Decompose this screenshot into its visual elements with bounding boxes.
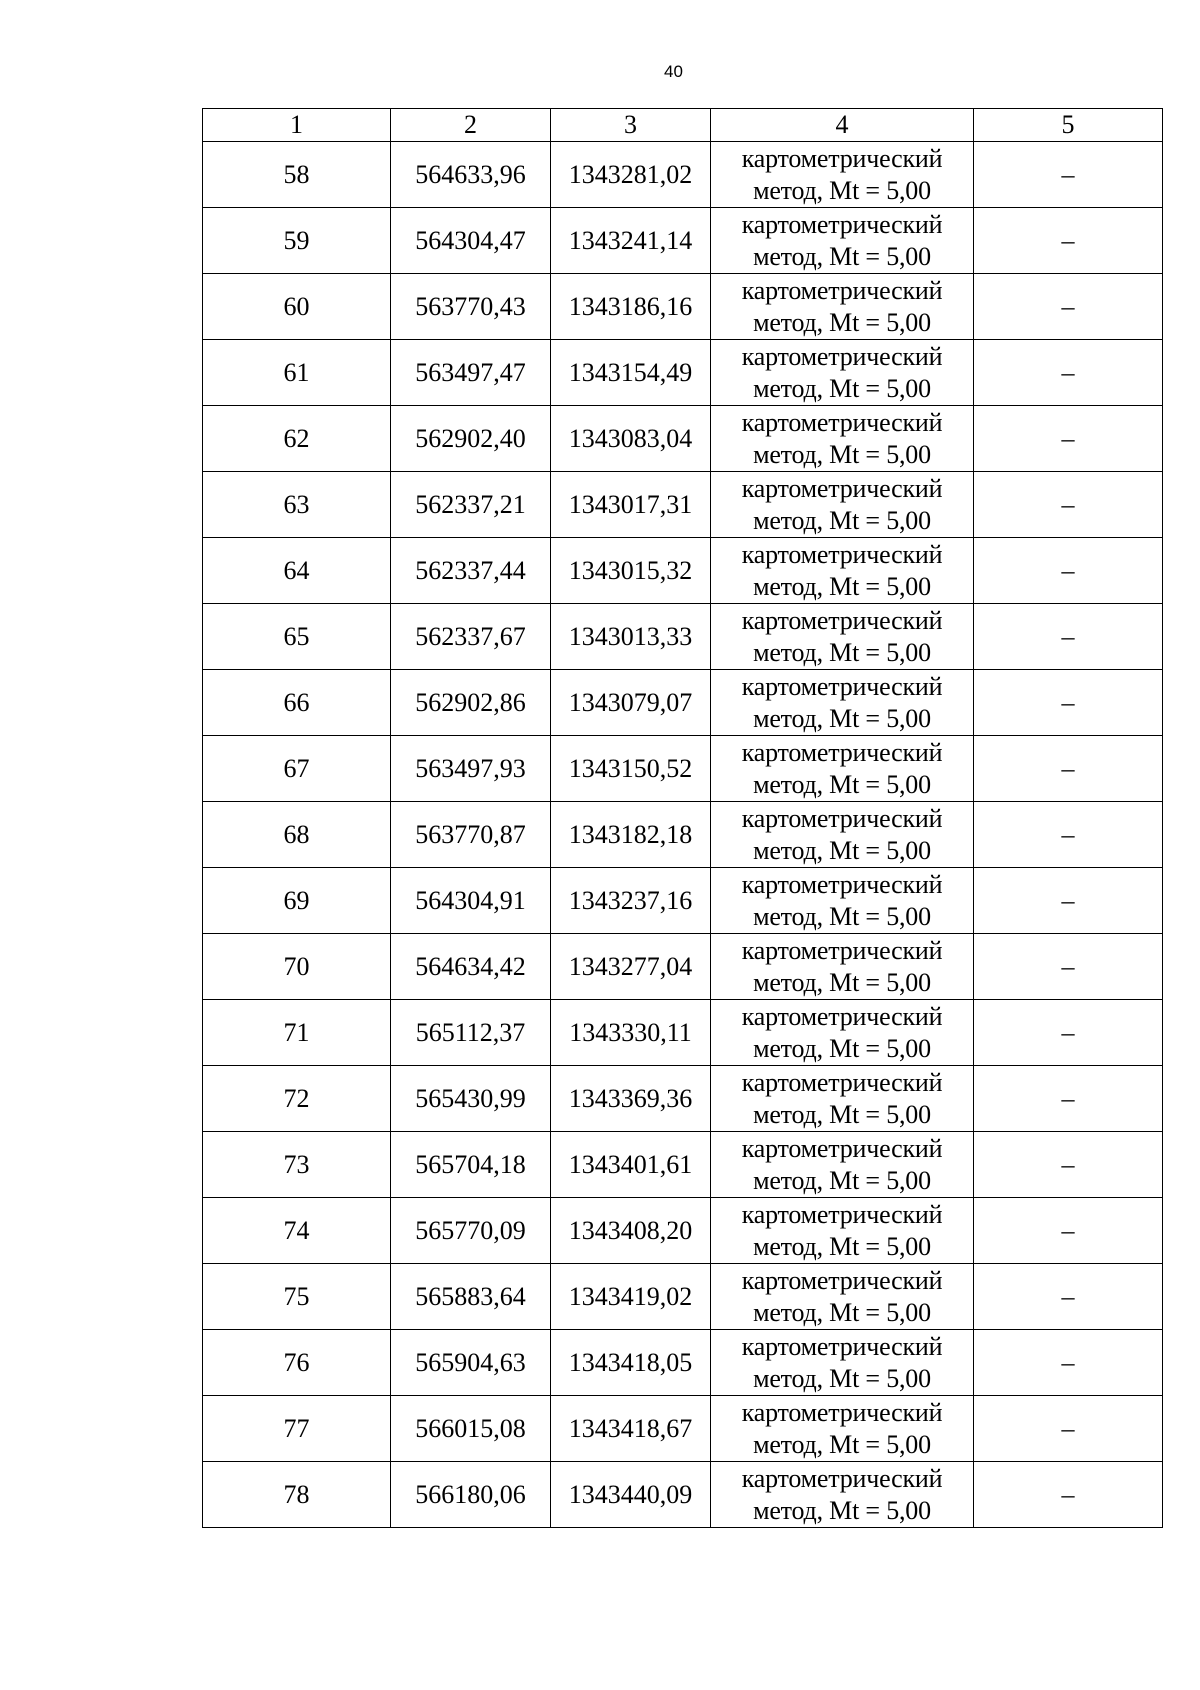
method-line-1: картометрический xyxy=(741,605,943,635)
x-coordinate-cell: 562337,21 xyxy=(391,472,551,538)
column-header-3: 3 xyxy=(551,109,711,142)
y-coordinate-cell: 1343017,31 xyxy=(551,472,711,538)
method-line-1: картометрический xyxy=(741,143,943,173)
table-row xyxy=(203,472,1163,538)
method-cell xyxy=(711,1066,974,1132)
method-line-2: метод, Mt = 5,00 xyxy=(753,1495,931,1525)
point-number-cell: 64 xyxy=(203,538,391,604)
method-cell xyxy=(711,802,974,868)
method-line-1: картометрический xyxy=(741,1067,943,1097)
x-coordinate-cell: 566015,08 xyxy=(391,1396,551,1462)
method-line-2: метод, Mt = 5,00 xyxy=(753,967,931,997)
x-coordinate-cell: 564304,91 xyxy=(391,868,551,934)
method-line-2: метод, Mt = 5,00 xyxy=(753,1363,931,1393)
table-row xyxy=(203,1264,1163,1330)
table-header-row xyxy=(203,109,1163,142)
method-line-2: метод, Mt = 5,00 xyxy=(753,307,931,337)
y-coordinate-cell: 1343083,04 xyxy=(551,406,711,472)
table-row xyxy=(203,1330,1163,1396)
method-line-1: картометрический xyxy=(741,869,943,899)
method-cell xyxy=(711,604,974,670)
method-line-1: картометрический xyxy=(741,671,943,701)
method-line-1: картометрический xyxy=(741,275,943,305)
table-row xyxy=(203,934,1163,1000)
method-cell xyxy=(711,670,974,736)
method-line-1: картометрический xyxy=(741,209,943,239)
y-coordinate-cell: 1343418,67 xyxy=(551,1396,711,1462)
column-5-cell: – xyxy=(974,1462,1163,1528)
point-number-cell: 78 xyxy=(203,1462,391,1528)
column-header-4: 4 xyxy=(711,109,974,142)
coordinates-table xyxy=(202,108,1163,1528)
method-line-2: метод, Mt = 5,00 xyxy=(753,241,931,271)
y-coordinate-cell: 1343237,16 xyxy=(551,868,711,934)
point-number-cell: 60 xyxy=(203,274,391,340)
method-line-2: метод, Mt = 5,00 xyxy=(753,175,931,205)
table-row xyxy=(203,868,1163,934)
x-coordinate-cell: 563770,43 xyxy=(391,274,551,340)
x-coordinate-cell: 565704,18 xyxy=(391,1132,551,1198)
table-row xyxy=(203,406,1163,472)
column-5-cell: – xyxy=(974,538,1163,604)
column-5-cell: – xyxy=(974,208,1163,274)
column-header-1: 1 xyxy=(203,109,391,142)
point-number-cell: 67 xyxy=(203,736,391,802)
column-5-cell: – xyxy=(974,736,1163,802)
method-line-2: метод, Mt = 5,00 xyxy=(753,1165,931,1195)
y-coordinate-cell: 1343281,02 xyxy=(551,142,711,208)
method-line-1: картометрический xyxy=(741,1001,943,1031)
method-line-1: картометрический xyxy=(741,935,943,965)
x-coordinate-cell: 562337,67 xyxy=(391,604,551,670)
x-coordinate-cell: 562337,44 xyxy=(391,538,551,604)
y-coordinate-cell: 1343079,07 xyxy=(551,670,711,736)
point-number-cell: 65 xyxy=(203,604,391,670)
method-line-2: метод, Mt = 5,00 xyxy=(753,1429,931,1459)
y-coordinate-cell: 1343369,36 xyxy=(551,1066,711,1132)
method-cell xyxy=(711,142,974,208)
y-coordinate-cell: 1343186,16 xyxy=(551,274,711,340)
method-line-2: метод, Mt = 5,00 xyxy=(753,1099,931,1129)
method-line-1: картометрический xyxy=(741,737,943,767)
method-line-1: картометрический xyxy=(741,1199,943,1229)
column-5-cell: – xyxy=(974,340,1163,406)
method-line-2: метод, Mt = 5,00 xyxy=(753,769,931,799)
method-cell xyxy=(711,736,974,802)
x-coordinate-cell: 565770,09 xyxy=(391,1198,551,1264)
x-coordinate-cell: 562902,40 xyxy=(391,406,551,472)
method-line-1: картометрический xyxy=(741,407,943,437)
x-coordinate-cell: 563497,47 xyxy=(391,340,551,406)
y-coordinate-cell: 1343330,11 xyxy=(551,1000,711,1066)
table-row xyxy=(203,208,1163,274)
table-row xyxy=(203,802,1163,868)
column-5-cell: – xyxy=(974,274,1163,340)
column-5-cell: – xyxy=(974,1066,1163,1132)
y-coordinate-cell: 1343015,32 xyxy=(551,538,711,604)
method-line-2: метод, Mt = 5,00 xyxy=(753,571,931,601)
method-line-1: картометрический xyxy=(741,1331,943,1361)
method-line-2: метод, Mt = 5,00 xyxy=(753,703,931,733)
y-coordinate-cell: 1343241,14 xyxy=(551,208,711,274)
y-coordinate-cell: 1343440,09 xyxy=(551,1462,711,1528)
point-number-cell: 77 xyxy=(203,1396,391,1462)
point-number-cell: 72 xyxy=(203,1066,391,1132)
column-5-cell: – xyxy=(974,868,1163,934)
point-number-cell: 62 xyxy=(203,406,391,472)
method-cell xyxy=(711,538,974,604)
method-cell xyxy=(711,1132,974,1198)
column-5-cell: – xyxy=(974,142,1163,208)
point-number-cell: 63 xyxy=(203,472,391,538)
point-number-cell: 68 xyxy=(203,802,391,868)
point-number-cell: 70 xyxy=(203,934,391,1000)
method-line-1: картометрический xyxy=(741,1397,943,1427)
x-coordinate-cell: 565112,37 xyxy=(391,1000,551,1066)
table-row xyxy=(203,274,1163,340)
table-row xyxy=(203,1462,1163,1528)
table-row xyxy=(203,1000,1163,1066)
method-line-2: метод, Mt = 5,00 xyxy=(753,1033,931,1063)
method-cell xyxy=(711,1330,974,1396)
x-coordinate-cell: 565883,64 xyxy=(391,1264,551,1330)
table-body xyxy=(203,142,1163,1528)
y-coordinate-cell: 1343277,04 xyxy=(551,934,711,1000)
method-cell xyxy=(711,208,974,274)
point-number-cell: 66 xyxy=(203,670,391,736)
method-line-1: картометрический xyxy=(741,539,943,569)
point-number-cell: 69 xyxy=(203,868,391,934)
method-cell xyxy=(711,1264,974,1330)
y-coordinate-cell: 1343150,52 xyxy=(551,736,711,802)
method-cell xyxy=(711,868,974,934)
method-line-2: метод, Mt = 5,00 xyxy=(753,1297,931,1327)
point-number-cell: 74 xyxy=(203,1198,391,1264)
method-cell xyxy=(711,340,974,406)
y-coordinate-cell: 1343408,20 xyxy=(551,1198,711,1264)
column-header-5: 5 xyxy=(974,109,1163,142)
column-5-cell: – xyxy=(974,1000,1163,1066)
table-row xyxy=(203,538,1163,604)
method-cell xyxy=(711,274,974,340)
y-coordinate-cell: 1343182,18 xyxy=(551,802,711,868)
page-number-text: 40 xyxy=(664,62,683,81)
x-coordinate-cell: 563497,93 xyxy=(391,736,551,802)
y-coordinate-cell: 1343418,05 xyxy=(551,1330,711,1396)
x-coordinate-cell: 565430,99 xyxy=(391,1066,551,1132)
column-5-cell: – xyxy=(974,604,1163,670)
y-coordinate-cell: 1343419,02 xyxy=(551,1264,711,1330)
x-coordinate-cell: 564634,42 xyxy=(391,934,551,1000)
point-number-cell: 76 xyxy=(203,1330,391,1396)
table-row xyxy=(203,142,1163,208)
method-cell xyxy=(711,1198,974,1264)
x-coordinate-cell: 563770,87 xyxy=(391,802,551,868)
method-line-2: метод, Mt = 5,00 xyxy=(753,835,931,865)
table-row xyxy=(203,1396,1163,1462)
x-coordinate-cell: 565904,63 xyxy=(391,1330,551,1396)
table-row xyxy=(203,1132,1163,1198)
method-cell xyxy=(711,1000,974,1066)
method-line-1: картометрический xyxy=(741,341,943,371)
method-cell xyxy=(711,1396,974,1462)
table-row xyxy=(203,340,1163,406)
point-number-cell: 75 xyxy=(203,1264,391,1330)
column-header-2: 2 xyxy=(391,109,551,142)
column-5-cell: – xyxy=(974,802,1163,868)
method-line-2: метод, Mt = 5,00 xyxy=(753,901,931,931)
column-5-cell: – xyxy=(974,1132,1163,1198)
method-line-2: метод, Mt = 5,00 xyxy=(753,505,931,535)
column-5-cell: – xyxy=(974,1198,1163,1264)
method-line-1: картометрический xyxy=(741,1133,943,1163)
y-coordinate-cell: 1343013,33 xyxy=(551,604,711,670)
x-coordinate-cell: 564304,47 xyxy=(391,208,551,274)
y-coordinate-cell: 1343401,61 xyxy=(551,1132,711,1198)
table-row xyxy=(203,736,1163,802)
point-number-cell: 58 xyxy=(203,142,391,208)
column-5-cell: – xyxy=(974,1330,1163,1396)
method-line-2: метод, Mt = 5,00 xyxy=(753,637,931,667)
column-5-cell: – xyxy=(974,472,1163,538)
method-line-1: картометрический xyxy=(741,1265,943,1295)
y-coordinate-cell: 1343154,49 xyxy=(551,340,711,406)
method-line-1: картометрический xyxy=(741,473,943,503)
method-cell xyxy=(711,406,974,472)
table-row xyxy=(203,1198,1163,1264)
method-cell xyxy=(711,1462,974,1528)
point-number-cell: 61 xyxy=(203,340,391,406)
point-number-cell: 71 xyxy=(203,1000,391,1066)
point-number-cell: 73 xyxy=(203,1132,391,1198)
column-5-cell: – xyxy=(974,670,1163,736)
point-number-cell: 59 xyxy=(203,208,391,274)
method-line-1: картометрический xyxy=(741,1463,943,1493)
column-5-cell: – xyxy=(974,934,1163,1000)
method-line-2: метод, Mt = 5,00 xyxy=(753,1231,931,1261)
x-coordinate-cell: 566180,06 xyxy=(391,1462,551,1528)
column-5-cell: – xyxy=(974,406,1163,472)
method-line-1: картометрический xyxy=(741,803,943,833)
method-line-2: метод, Mt = 5,00 xyxy=(753,439,931,469)
table-row xyxy=(203,604,1163,670)
x-coordinate-cell: 562902,86 xyxy=(391,670,551,736)
table-row xyxy=(203,670,1163,736)
table-row xyxy=(203,1066,1163,1132)
method-line-2: метод, Mt = 5,00 xyxy=(753,373,931,403)
column-5-cell: – xyxy=(974,1396,1163,1462)
method-cell xyxy=(711,934,974,1000)
x-coordinate-cell: 564633,96 xyxy=(391,142,551,208)
column-5-cell: – xyxy=(974,1264,1163,1330)
method-cell xyxy=(711,472,974,538)
